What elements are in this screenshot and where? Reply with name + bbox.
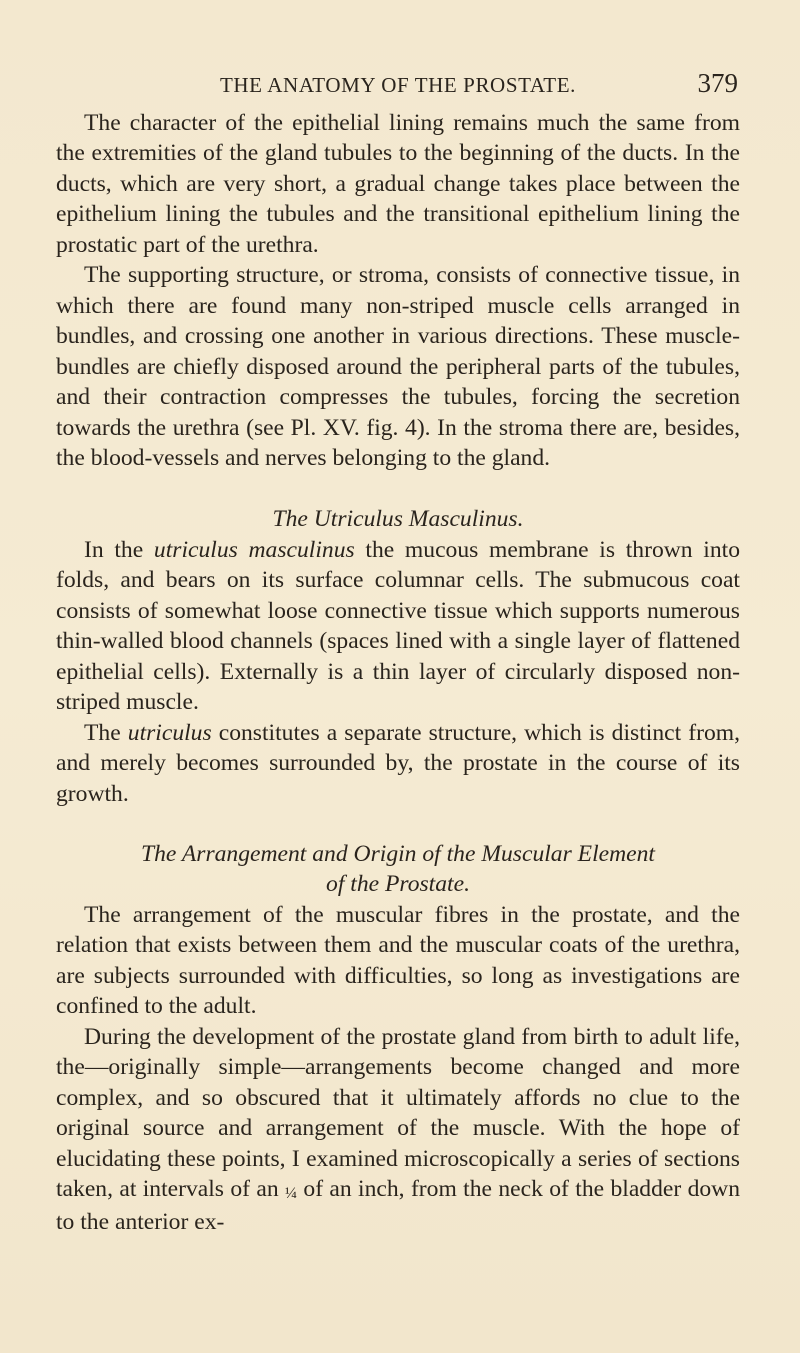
paragraph-epithelial-lining: The character of the epithelial lining remains much the same from the extremities of the gland tubules to the beginning of the ducts. In the ducts, which are very short, a gradual change takes place between the epithelium lining the tubules and the transitional epithelium lining the prostatic part of the urethra. — [56, 110, 740, 258]
paragraph-text: During the development of the prostate gland from birth to adult life, the—originally simple—arrangements become changed and more complex, and so obscured that it ultimately affords no clue to the original source and arrangement of the muscle. With the hope of elucidating these points, I examined microscopically a series of sections taken, at intervals of an — [56, 1023, 740, 1202]
running-header — [58, 62, 738, 102]
paragraph-utriculus-separate — [56, 718, 740, 809]
paragraph-development — [56, 1022, 740, 1238]
italic-term: utriculus — [127, 719, 212, 746]
paragraph-rest: the mucous membrane is thrown into folds, and bears on its surface columnar cells. The submucous coat consists of somewhat loose connective tissue which supports numerous thin-walled blood channels (spaces lined with a single layer of flattened epithelial cells). Externally is a thin layer of circularly disposed non-striped muscle. — [56, 536, 741, 716]
paragraph-lead: In the — [84, 536, 154, 563]
paragraph-utriculus-structure — [56, 535, 740, 718]
section-heading-line-2: of the Prostate. — [326, 871, 470, 898]
section-heading-utriculus: The Utriculus Masculinus. — [272, 506, 524, 533]
page-number: 379 — [697, 68, 738, 98]
italic-term: utriculus masculinus — [153, 536, 355, 563]
section-heading-line-1: The Arrangement and Origin of the Muscular Element — [141, 840, 655, 867]
running-title: THE ANATOMY OF THE PROSTATE. — [219, 73, 576, 97]
paragraph-lead: The — [84, 719, 128, 746]
fraction-quarter: ¼ — [285, 1184, 298, 1202]
body-text — [56, 108, 740, 1238]
paragraph-muscular-arrangement: The arrangement of the muscular fibres in the prostate, and the relation that exists between them and the muscular coats of the urethra, are subjects surrounded with difficulties, so long as investigations are confined to the adult. — [56, 901, 740, 1020]
section-heading-muscular-element — [56, 839, 740, 900]
paragraph-rest: constitutes a separate structure, which is distinct from, and merely becomes surrounded by, the prostate in the course of its growth. — [56, 719, 740, 807]
paragraph-stroma: The supporting structure, or stroma, consists of connective tissue, in which there are found many non-striped muscle cells arranged in bundles, and crossing one another in various directions. These muscle-bundles are chiefly disposed around the peripheral parts of the tubules, and their contraction compresses the tubules, forcing the secretion towards the urethra (see Pl. XV. fig. 4). In the stroma there are, besides, the blood-vessels and nerves belonging to the gland. — [56, 262, 740, 471]
paragraph-tail: of an inch, from the neck of the bladder down to the anterior ex- — [56, 1175, 741, 1236]
